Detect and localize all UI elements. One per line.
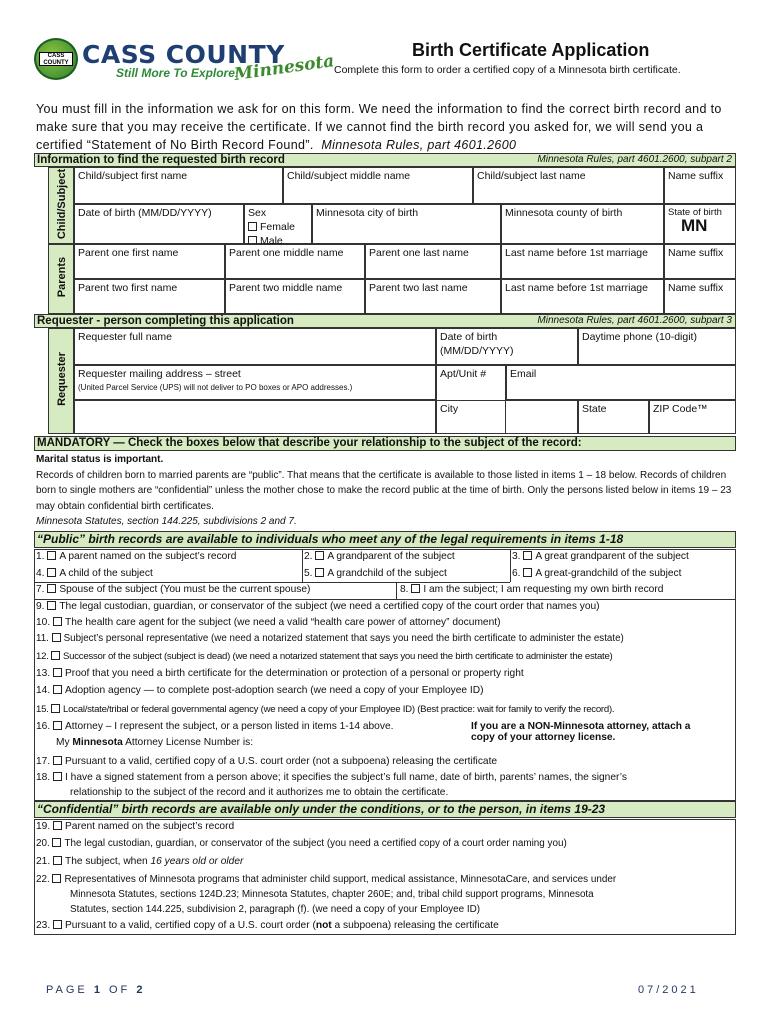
- requester-phone-field[interactable]: Daytime phone (10-digit): [578, 328, 736, 365]
- parent1-first-name-field[interactable]: Parent one first name: [74, 244, 225, 279]
- item-23-checkbox[interactable]: [53, 920, 62, 929]
- item-19[interactable]: 19. Parent named on the subject’s record: [36, 821, 235, 832]
- state-of-birth-field: State of birth MN: [664, 204, 736, 244]
- grid-divider: [510, 549, 511, 582]
- requester-dob-field[interactable]: Date of birth (MM/DD/YYYY): [436, 328, 578, 365]
- item-10-checkbox[interactable]: [53, 617, 62, 626]
- parent2-last-name-field[interactable]: Parent two last name: [365, 279, 501, 314]
- item-7[interactable]: 7. Spouse of the subject (You must be the current spouse): [36, 584, 311, 595]
- section-birth-record-header: Information to find the requested birth record Minnesota Rules, part 4601.2600, subpart 2: [34, 153, 736, 167]
- female-checkbox[interactable]: [248, 222, 257, 231]
- item-6-checkbox[interactable]: [523, 568, 532, 577]
- statute-reference: Minnesota Statutes, section 144.225, subdivisions 2 and 7.: [36, 516, 297, 527]
- item-18-continued: relationship to the subject of the record and it authorizes me to obtain the certificate.: [70, 787, 449, 798]
- mandatory-body: [36, 452, 736, 530]
- intro-rule: Minnesota Rules, part 4601.2600: [321, 138, 517, 152]
- item-9-checkbox[interactable]: [47, 601, 56, 610]
- parent2-maiden-name-field[interactable]: Last name before 1st marriage: [501, 279, 664, 314]
- form-title: Birth Certificate Application: [412, 40, 650, 60]
- intro-text: You must fill in the information we ask for on this form. We need the information to find the correct birth record and to make sure that you may receive the certificate. If we cannot find the birth record you asked for, we will send you a certified “Statement of No Birth Record Found”. Minnesota Rules, part 4601.2600: [36, 102, 722, 152]
- item-16[interactable]: 16. Attorney – I represent the subject, or a person listed in items 1-14 above.: [36, 721, 394, 732]
- item-22-checkbox[interactable]: [52, 874, 61, 883]
- child-middle-name-field[interactable]: Child/subject middle name: [283, 167, 473, 204]
- item-3-checkbox[interactable]: [523, 551, 532, 560]
- item-7-checkbox[interactable]: [47, 584, 56, 593]
- parent1-last-name-field[interactable]: Parent one last name: [365, 244, 501, 279]
- item-15-checkbox[interactable]: [51, 704, 60, 713]
- page-indicator: PAGE 1 OF 2: [46, 984, 146, 996]
- female-option[interactable]: Female: [248, 220, 308, 234]
- requester-street-continued[interactable]: [74, 400, 436, 434]
- item-22-continued-2: Statutes, section 144.225, subdivision 2, paragraph (f). (we need a copy of your Employee ID): [70, 904, 481, 915]
- item-8[interactable]: 8. I am the subject; I am requesting my own birth record: [400, 584, 664, 595]
- grid-divider: [396, 582, 397, 599]
- item-19-checkbox[interactable]: [53, 821, 62, 830]
- item-20-checkbox[interactable]: [52, 838, 61, 847]
- item-2[interactable]: 2. A grandparent of the subject: [304, 551, 455, 562]
- parent1-maiden-name-field[interactable]: Last name before 1st marriage: [501, 244, 664, 279]
- item-13-checkbox[interactable]: [53, 668, 62, 677]
- item-15[interactable]: 15. Local/state/tribal or federal governmental agency (we need a copy of your Employee ID) (Best practice: wait for family to verify the record).: [36, 704, 615, 715]
- child-last-name-field[interactable]: Child/subject last name: [473, 167, 664, 204]
- item-21[interactable]: 21. The subject, when 16 years old or older: [36, 856, 244, 867]
- item-22-continued: Minnesota Statutes, sections 124D.23; Minnesota Statutes, chapter 260E; and, tribal child support programs, Minnesota: [70, 889, 594, 900]
- mandatory-header: MANDATORY — Check the boxes below that describe your relationship to the subject of the record:: [34, 436, 736, 451]
- child-dob-field[interactable]: Date of birth (MM/DD/YYYY): [74, 204, 244, 244]
- item-1-checkbox[interactable]: [47, 551, 56, 560]
- requester-full-name-field[interactable]: Requester full name: [74, 328, 436, 365]
- item-17[interactable]: 17. Pursuant to a valid, certified copy of a U.S. court order (not a subpoena) releasing the certificate: [36, 756, 498, 767]
- item-5[interactable]: 5. A grandchild of the subject: [304, 568, 447, 579]
- attorney-license-line[interactable]: My Minnesota Attorney License Number is:: [56, 737, 254, 748]
- requester-apt-field[interactable]: Apt/Unit #: [436, 365, 506, 434]
- grid-divider: [302, 549, 303, 582]
- county-logo: [34, 36, 336, 85]
- grid-divider: [34, 599, 736, 600]
- confidential-records-header: “Confidential” birth records are available only under the conditions, or to the person, in items 19-23: [34, 801, 736, 818]
- item-1[interactable]: 1. A parent named on the subject’s record: [36, 551, 237, 562]
- item-23[interactable]: 23. Pursuant to a valid, certified copy of a U.S. court order (not a subpoena) releasing the certificate: [36, 920, 499, 931]
- item-11-checkbox[interactable]: [52, 633, 61, 642]
- parent2-suffix-field[interactable]: Name suffix: [664, 279, 736, 314]
- item-13[interactable]: 13. Proof that you need a birth certificate for the determination or protection of a personal or property right: [36, 668, 524, 679]
- child-name-suffix-field[interactable]: Name suffix: [664, 167, 736, 204]
- parent2-middle-name-field[interactable]: Parent two middle name: [225, 279, 365, 314]
- marital-heading: Marital status is important.: [36, 454, 164, 465]
- birth-city-field[interactable]: Minnesota city of birth: [312, 204, 501, 244]
- form-date: 07/2021: [638, 984, 699, 996]
- logo-name: CASS COUNTY: [82, 40, 285, 69]
- item-11[interactable]: 11. Subject’s personal representative (we need a notarized statement that says you need the birth certificate to administer the estate): [36, 633, 624, 644]
- parent1-middle-name-field[interactable]: Parent one middle name: [225, 244, 365, 279]
- side-child-subject: Child/Subject: [48, 167, 74, 244]
- sex-field: Sex Female Male: [244, 204, 312, 244]
- logo-tagline: Still More To Explore!: [116, 66, 239, 80]
- side-parents: Parents: [48, 244, 74, 314]
- item-14-checkbox[interactable]: [53, 685, 62, 694]
- item-10[interactable]: 10. The health care agent for the subject (we need a valid “health care power of attorney” document): [36, 617, 501, 628]
- item-6[interactable]: 6. A great-grandchild of the subject: [512, 568, 682, 579]
- item-4-checkbox[interactable]: [47, 568, 56, 577]
- item-18-checkbox[interactable]: [53, 772, 62, 781]
- side-requester: Requester: [48, 328, 74, 434]
- parent2-first-name-field[interactable]: Parent two first name: [74, 279, 225, 314]
- item-16-checkbox[interactable]: [53, 721, 62, 730]
- public-records-header: “Public” birth records are available to individuals who meet any of the legal requirements in items 1-18: [34, 531, 736, 548]
- requester-zip-field[interactable]: ZIP Code™: [649, 400, 736, 434]
- non-mn-attorney-note: If you are a NON-Minnesota attorney, attach a copy of your attorney license.: [471, 721, 691, 743]
- ups-note: (United Parcel Service (UPS) will not deliver to PO boxes or APO addresses.): [78, 383, 353, 392]
- requester-email-field[interactable]: Email: [506, 365, 736, 400]
- item-8-checkbox[interactable]: [411, 584, 420, 593]
- item-5-checkbox[interactable]: [315, 568, 324, 577]
- section-requester-header: Requester - person completing this application Minnesota Rules, part 4601.2600, subpart 3: [34, 314, 736, 328]
- parent1-suffix-field[interactable]: Name suffix: [664, 244, 736, 279]
- state-of-birth-value: MN: [681, 216, 708, 235]
- item-20[interactable]: 20. The legal custodian, guardian, or conservator of the subject (you need a certified copy of a court order naming you): [36, 838, 567, 849]
- item-21-checkbox[interactable]: [53, 856, 62, 865]
- item-22[interactable]: 22. Representatives of Minnesota programs that administer child support, medical assistance, MinnesotaCare, and services under: [36, 874, 617, 885]
- item-4[interactable]: 4. A child of the subject: [36, 568, 153, 579]
- requester-city-field[interactable]: City: [436, 400, 578, 434]
- requester-street-field[interactable]: Requester mailing address – street (United Parcel Service (UPS) will not deliver to PO boxes or APO addresses.): [74, 365, 436, 400]
- item-3[interactable]: 3. A great grandparent of the subject: [512, 551, 689, 562]
- item-17-checkbox[interactable]: [53, 756, 62, 765]
- male-option[interactable]: Male: [248, 234, 308, 248]
- item-2-checkbox[interactable]: [315, 551, 324, 560]
- item-9[interactable]: 9. The legal custodian, guardian, or conservator of the subject (we need a certified copy of the court order that names you): [36, 601, 600, 612]
- county-seal: CASS COUNTY: [34, 38, 78, 80]
- marital-text: Records of children born to married parents are “public”. That means that the certificate is available to those listed in items 1 – 18 below. Records of children born to single mothers are “confidential” unless the mother chose to make the record public at the time of birth. Only the persons listed below in items 19 – 23 may obtain confidential birth certificates.: [36, 469, 732, 512]
- item-12[interactable]: 12. Successor of the subject (subject is dead) (we need a notarized statement that says you need the birth certificate to administer the estate): [36, 651, 613, 662]
- birth-county-field[interactable]: Minnesota county of birth: [501, 204, 664, 244]
- grid-divider: [34, 582, 510, 583]
- item-14[interactable]: 14. Adoption agency — to complete post-adoption search (we need a copy of your Employee ID): [36, 685, 484, 696]
- item-12-checkbox[interactable]: [51, 651, 60, 660]
- requester-state-field[interactable]: State: [578, 400, 649, 434]
- child-first-name-field[interactable]: Child/subject first name: [74, 167, 283, 204]
- logo-state: Minnesota: [233, 51, 336, 85]
- item-18[interactable]: 18. I have a signed statement from a person above; it specifies the subject’s full name, date of birth, parents’ names, the signer’s: [36, 772, 627, 783]
- form-subtitle: Complete this form to order a certified copy of a Minnesota birth certificate.: [334, 64, 681, 76]
